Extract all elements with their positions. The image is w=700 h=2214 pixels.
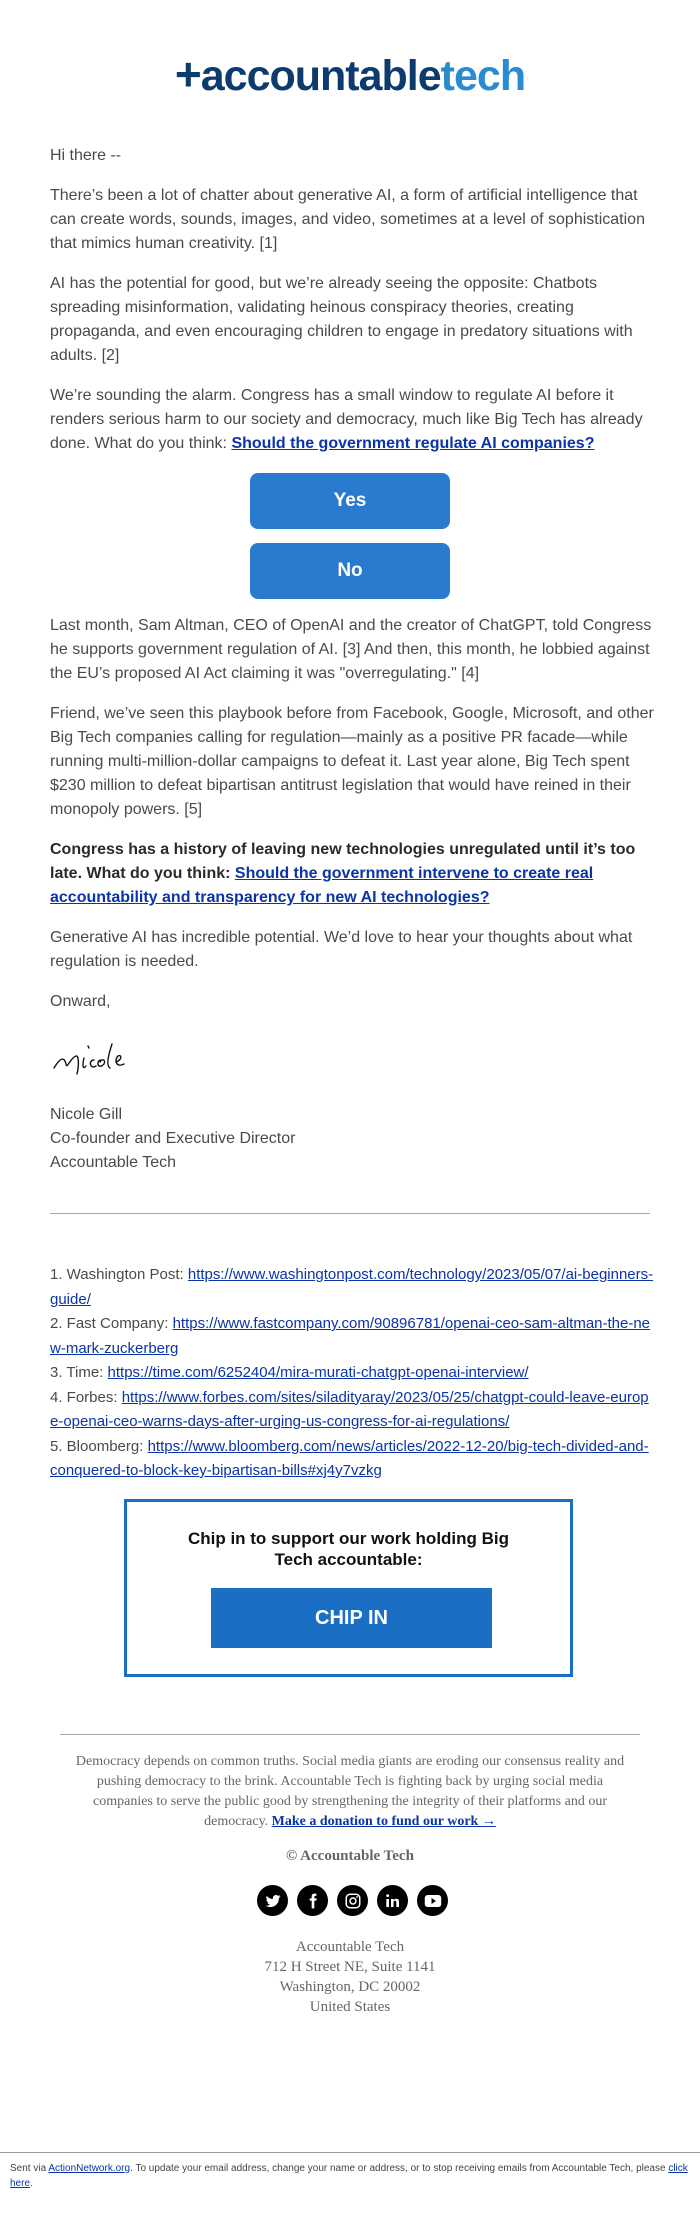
reference-link[interactable]: https://www.forbes.com/sites/siladityaray/2023/05/25/chatgpt-could-leave-europe-openai-ceo-warns-days-after-urging-us-congress-for-ai-regulations/ <box>50 1388 649 1430</box>
paragraph-6: Congress has a history of leaving new technologies unregulated until it’s too late. What do you think: Should the government intervene to create real accountability and transparency for new AI technologies? <box>50 841 636 906</box>
yes-button[interactable]: Yes <box>250 473 450 529</box>
footer-divider <box>60 1734 640 1735</box>
chip-in-box <box>124 1499 573 1677</box>
sender-name: Nicole Gill <box>50 1106 123 1123</box>
sender-title: Co-founder and Executive Director <box>50 1130 296 1147</box>
references-list <box>50 1263 654 1484</box>
paragraph-7: Generative AI has incredible potential. We’d love to hear your thoughts about what regulation is needed. <box>50 929 633 970</box>
plus-icon: + <box>174 48 201 100</box>
footer-mission: Democracy depends on common truths. Social media giants are eroding our consensus reality and pushing democracy to the brink. Accountable Tech is fighting back by urging social media companies to serve the public good by strengthening the integrity of their platforms and our democracy. Make a donation to fund our work → <box>75 1754 625 1829</box>
footer-copyright: © Accountable Tech <box>286 1848 414 1864</box>
signoff: Onward, <box>50 993 111 1010</box>
no-button[interactable]: No <box>250 543 450 599</box>
signature-image <box>52 1030 152 1085</box>
chip-in-text: Chip in to support our work holding Big Tech accountable: <box>187 1529 510 1569</box>
footer-address: Accountable Tech 712 H Street NE, Suite 1141 Washington, DC 20002 United States <box>264 1939 436 2015</box>
paragraph-4: Last month, Sam Altman, CEO of OpenAI and the creator of ChatGPT, told Congress he supports government regulation of AI. [3] And then, this month, he lobbied against the EU’s proposed AI Act claiming it was "overregulating." [4] <box>50 617 652 682</box>
reference-item: 5. Bloomberg: https://www.bloomberg.com/news/articles/2022-12-20/big-tech-divided-and-conquered-to-block-key-bipartisan-bills#xj4y7vzkg <box>50 1437 649 1479</box>
click-here-link[interactable]: click here <box>10 2163 688 2189</box>
reference-item: 4. Forbes: https://www.forbes.com/sites/siladityaray/2023/05/25/chatgpt-could-leave-europe-openai-ceo-warns-days-after-urging-us-congress-for-ai-regulations/ <box>50 1388 649 1430</box>
social-icons <box>257 1885 448 1916</box>
accountable-tech-logo[interactable]: +accountabletech <box>174 48 526 100</box>
intervene-ai-link[interactable]: Should the government intervene to create real accountability and transparency for new AI technologies? <box>50 865 594 906</box>
reference-link[interactable]: https://www.fastcompany.com/90896781/openai-ceo-sam-altman-the-new-mark-zuckerberg <box>50 1315 651 1357</box>
greeting: Hi there -- <box>50 147 122 164</box>
youtube-icon[interactable] <box>417 1885 448 1916</box>
actionnetwork-link[interactable]: ActionNetwork.org <box>48 2163 131 2174</box>
sender-org: Accountable Tech <box>50 1154 177 1171</box>
reference-item: 3. Time: https://time.com/6252404/mira-murati-chatgpt-openai-interview/ <box>50 1364 529 1381</box>
instagram-icon[interactable] <box>337 1885 368 1916</box>
reference-link[interactable]: https://www.bloomberg.com/news/articles/2022-12-20/big-tech-divided-and-conquered-to-block-key-bipartisan-bills#xj4y7vzkg <box>50 1437 649 1479</box>
donate-link[interactable]: Make a donation to fund our work → <box>271 1814 496 1829</box>
regulate-ai-link[interactable]: Should the government regulate AI companies? <box>231 435 595 452</box>
facebook-icon[interactable] <box>297 1885 328 1916</box>
paragraph-1: There’s been a lot of chatter about generative AI, a form of artificial intelligence that can create words, sounds, images, and video, sometimes at a level of sophistication that mimics human creativity. [1] <box>50 187 645 252</box>
paragraph-2: AI has the potential for good, but we’re already seeing the opposite: Chatbots spreading misinformation, validating heinous conspiracy theories, creating propaganda, and even encouraging children to engage in predatory situations with adults. [2] <box>50 275 633 364</box>
paragraph-5: Friend, we’ve seen this playbook before from Facebook, Google, Microsoft, and other Big Tech companies calling for regulation—mainly as a positive PR facade—while running multi-million-dollar campaigns to defeat it. Last year alone, Big Tech spent $230 million to defeat bipartisan antitrust legislation that would have reined in their monopoly powers. [5] <box>50 705 654 818</box>
content-divider <box>50 1213 650 1214</box>
twitter-icon[interactable] <box>257 1885 288 1916</box>
reference-link[interactable]: https://time.com/6252404/mira-murati-chatgpt-openai-interview/ <box>107 1364 529 1381</box>
reference-item: 2. Fast Company: https://www.fastcompany.com/90896781/openai-ceo-sam-altman-the-new-mark-zuckerberg <box>50 1315 651 1357</box>
email-body-top <box>50 144 654 456</box>
signature-scribble <box>52 1030 152 1085</box>
paragraph-3: We’re sounding the alarm. Congress has a small window to regulate AI before it renders serious harm to our society and democracy, much like Big Tech has already done. What do you think: Should the government regulate AI companies? <box>50 387 643 452</box>
reference-item: 1. Washington Post: https://www.washingtonpost.com/technology/2023/05/07/ai-beginners-guide/ <box>50 1266 654 1308</box>
chip-in-button[interactable]: CHIP IN <box>211 1588 492 1648</box>
reference-link[interactable]: https://www.washingtonpost.com/technology/2023/05/07/ai-beginners-guide/ <box>50 1266 654 1308</box>
email-body-middle <box>50 614 654 1014</box>
bottom-notice-bar <box>0 2152 700 2214</box>
sender-block <box>50 1103 654 1175</box>
linkedin-icon[interactable] <box>377 1885 408 1916</box>
bottom-notice-text: Sent via ActionNetwork.org. To update your email address, change your name or address, or to stop receiving emails from Accountable Tech, please click here. <box>10 2163 688 2189</box>
